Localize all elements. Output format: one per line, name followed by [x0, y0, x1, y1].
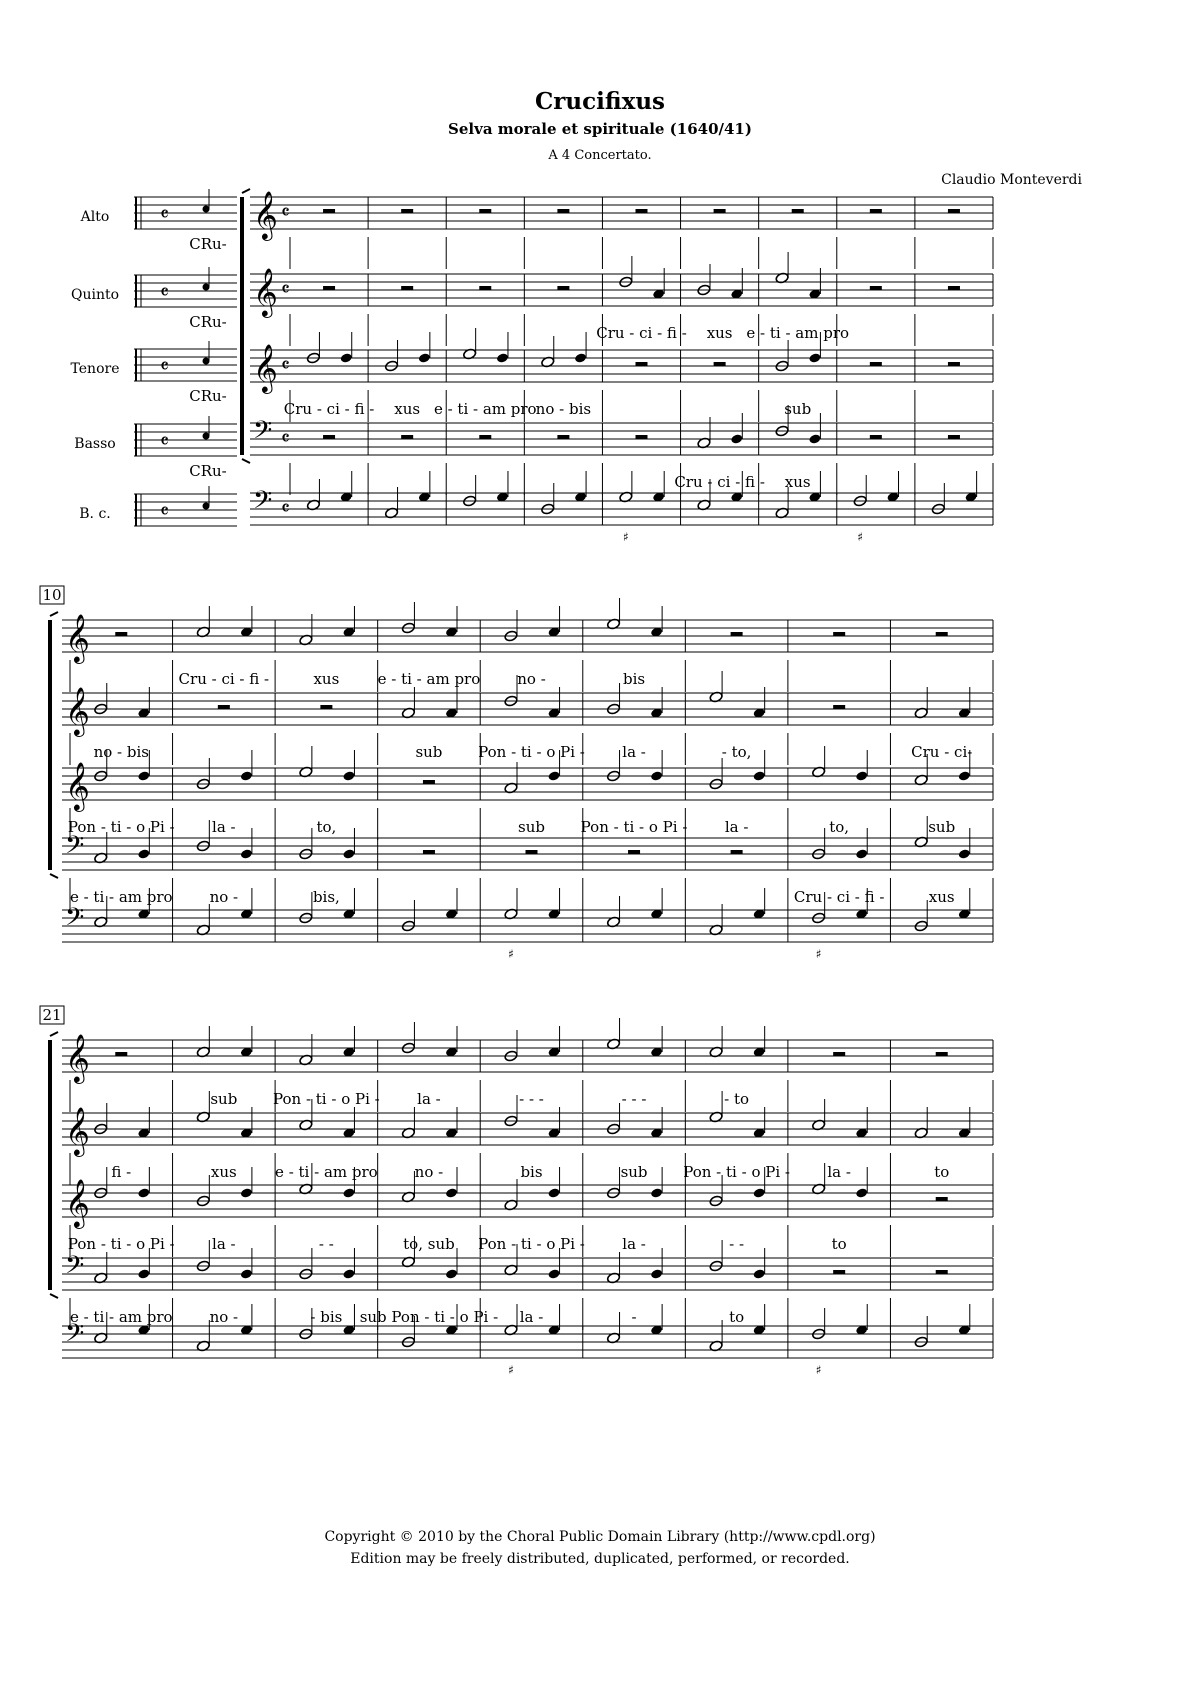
whole-rest	[557, 435, 569, 439]
note-head	[855, 848, 868, 859]
lyric-syllable: no -	[517, 670, 546, 688]
whole-rest	[936, 632, 948, 636]
figured-bass-sharp-icon: ♯	[508, 947, 514, 961]
treble-clef-icon: 𝄞	[65, 686, 90, 735]
lyric-syllable: - -	[729, 1235, 745, 1253]
treble-clef-icon: 𝄞	[253, 190, 278, 239]
note-head	[650, 770, 663, 781]
whole-rest	[870, 209, 882, 213]
note-head	[753, 770, 766, 781]
figured-bass-sharp-icon: ♯	[815, 1363, 822, 1377]
part-name: Basso	[74, 436, 116, 452]
whole-rest	[218, 705, 230, 709]
lyric-syllable: Pon - ti - o Pi -	[580, 818, 688, 836]
whole-rest	[636, 362, 648, 366]
lyric-syllable: Cru - ci - fi -	[793, 888, 885, 906]
whole-rest	[557, 286, 569, 290]
note-head	[808, 433, 821, 444]
whole-rest	[423, 780, 435, 784]
bass-clef-icon: 𝄢	[65, 831, 85, 866]
lyric-syllable: no -	[414, 1163, 444, 1181]
note-head	[240, 1187, 253, 1198]
whole-rest	[714, 362, 726, 366]
treble-clef-icon: 𝄞	[253, 343, 278, 392]
whole-rest	[115, 1052, 127, 1056]
score-subtitle: Selva morale et spirituale (1640/41)	[448, 120, 752, 138]
lyric-syllable: e - ti - am pro	[433, 400, 537, 418]
figured-bass-sharp-icon: ♯	[815, 947, 822, 961]
whole-rest	[936, 1270, 948, 1274]
whole-rest	[936, 1197, 948, 1201]
note-head	[240, 848, 253, 859]
whole-rest	[557, 209, 569, 213]
figured-bass-sharp-icon: ♯	[622, 530, 629, 544]
time-signature-icon: 𝄴	[281, 426, 290, 450]
bass-clef-icon: 𝄢	[253, 416, 273, 451]
part-name: Quinto	[70, 287, 120, 303]
lyric-syllable: la -	[417, 1090, 441, 1108]
note-head	[958, 848, 971, 859]
note-head	[808, 352, 821, 363]
treble-clef-icon: 𝄞	[65, 761, 90, 810]
lyric-syllable: to, sub	[403, 1235, 455, 1253]
lyric-syllable: la -	[622, 1235, 646, 1253]
whole-rest	[320, 705, 332, 709]
whole-rest	[833, 1052, 845, 1056]
incipit-note	[203, 503, 210, 510]
whole-rest	[323, 209, 335, 213]
lyric-syllable: no -	[209, 888, 239, 906]
treble-clef-icon: 𝄞	[65, 1106, 90, 1155]
whole-rest	[636, 209, 648, 213]
license-line: Edition may be freely distributed, duplicated, performed, or recorded.	[350, 1551, 850, 1567]
lyric-syllable: Cru - ci - fi -	[178, 670, 270, 688]
part-name: B. c.	[79, 506, 111, 522]
whole-rest	[833, 705, 845, 709]
whole-rest	[870, 286, 882, 290]
lyric-syllable: to,	[829, 818, 850, 836]
whole-rest	[401, 209, 413, 213]
note-head	[240, 1268, 253, 1279]
note-head	[342, 770, 355, 781]
note-head	[496, 352, 509, 363]
whole-rest	[323, 435, 335, 439]
note-head	[445, 1187, 458, 1198]
whole-rest	[833, 1270, 845, 1274]
note-head	[574, 352, 587, 363]
whole-rest	[833, 632, 845, 636]
lyric-syllable: - - -	[621, 1090, 647, 1108]
whole-rest	[115, 632, 127, 636]
lyric-syllable: xus	[394, 400, 421, 418]
lyric-syllable: Cru - ci - fi -	[596, 324, 687, 342]
system-bracket	[242, 459, 250, 463]
note-head	[855, 770, 868, 781]
treble-clef-icon: 𝄞	[65, 1033, 90, 1082]
note-head	[445, 1268, 458, 1279]
whole-rest	[479, 209, 491, 213]
lyric-syllable: Pon - ti - o Pi -	[683, 1163, 790, 1181]
note-head	[548, 1268, 561, 1279]
note-head	[650, 1268, 663, 1279]
incipit-lyric: CRu-	[189, 387, 227, 405]
whole-rest	[423, 850, 435, 854]
lyric-syllable: xus	[784, 473, 811, 491]
lyric-syllable: sub	[620, 1163, 648, 1181]
lyric-syllable: sub	[415, 743, 443, 761]
lyric-syllable: sub	[928, 818, 956, 836]
whole-rest	[636, 435, 648, 439]
lyric-syllable: to	[934, 1163, 950, 1181]
lyric-syllable: Pon - ti - o Pi -	[273, 1090, 380, 1108]
lyric-syllable: Pon - ti - o Pi -	[67, 1235, 175, 1253]
bass-clef-icon: 𝄢	[65, 903, 85, 938]
incipit-note	[203, 206, 210, 213]
whole-rest	[628, 850, 640, 854]
lyric-syllable: xus	[313, 670, 340, 688]
lyric-syllable: bis,	[312, 888, 340, 906]
lyric-syllable: - to	[724, 1090, 750, 1108]
bass-clef-icon: 𝄢	[65, 1319, 85, 1354]
whole-rest	[714, 209, 726, 213]
lyric-syllable: sub Pon - ti - o Pi -	[359, 1308, 499, 1326]
part-name: Tenore	[70, 361, 120, 377]
treble-clef-icon: 𝄞	[253, 267, 278, 316]
lyric-syllable: - to,	[721, 743, 752, 761]
lyric-syllable: e - ti - am pro	[377, 670, 481, 688]
whole-rest	[731, 850, 743, 854]
time-signature-icon: 𝄴	[281, 277, 290, 301]
whole-rest	[870, 362, 882, 366]
lyric-syllable: la -	[519, 1308, 544, 1326]
lyric-syllable: la -	[724, 818, 749, 836]
lyric-syllable: xus	[706, 324, 733, 342]
whole-rest	[792, 209, 804, 213]
incipit-note	[203, 358, 210, 365]
lyric-syllable: e - ti - am pro	[69, 888, 173, 906]
time-signature-icon: 𝄴	[160, 280, 169, 304]
lyric-syllable: - -	[318, 1235, 334, 1253]
lyric-syllable: la -	[622, 743, 646, 761]
lyric-syllable: e - ti - am pro	[275, 1163, 378, 1181]
score-note: A 4 Concertato.	[548, 148, 652, 163]
lyric-syllable: to	[831, 1235, 847, 1253]
lyric-syllable: xus	[210, 1163, 237, 1181]
lyric-syllable: - bis	[310, 1308, 343, 1326]
note-head	[753, 1187, 766, 1198]
incipit-lyric: CRu-	[189, 313, 227, 331]
lyric-syllable: -	[631, 1308, 637, 1326]
lyric-syllable: la -	[212, 818, 236, 836]
time-signature-icon: 𝄴	[160, 354, 169, 378]
time-signature-icon: 𝄴	[160, 429, 169, 453]
incipit-lyric: CRu-	[189, 235, 227, 253]
note-head	[342, 1268, 355, 1279]
time-signature-icon: 𝄴	[281, 200, 290, 224]
lyric-syllable: no -	[209, 1308, 239, 1326]
note-head	[137, 1268, 150, 1279]
lyric-syllable: la -	[827, 1163, 851, 1181]
whole-rest	[323, 286, 335, 290]
lyric-syllable: bis	[520, 1163, 543, 1181]
whole-rest	[401, 435, 413, 439]
copyright-line: Copyright © 2010 by the Choral Public Domain Library (http://www.cpdl.org)	[324, 1529, 876, 1545]
whole-rest	[526, 850, 538, 854]
treble-clef-icon: 𝄞	[65, 1178, 90, 1227]
note-head	[137, 848, 150, 859]
whole-rest	[870, 435, 882, 439]
note-head	[753, 1268, 766, 1279]
time-signature-icon: 𝄴	[160, 202, 169, 226]
note-head	[240, 770, 253, 781]
time-signature-icon: 𝄴	[281, 353, 290, 377]
whole-rest	[731, 632, 743, 636]
note-head	[418, 352, 431, 363]
incipit-note	[203, 284, 210, 291]
lyric-syllable: Pon - ti - o Pi -	[478, 1235, 585, 1253]
bass-clef-icon: 𝄢	[253, 486, 273, 521]
lyric-syllable: fi -	[111, 1163, 132, 1181]
whole-rest	[948, 362, 960, 366]
lyric-syllable: la -	[212, 1235, 236, 1253]
system-bracket	[50, 612, 58, 616]
note-head	[958, 770, 971, 781]
note-head	[342, 848, 355, 859]
note-head	[548, 770, 561, 781]
system-bracket	[50, 1032, 58, 1036]
note-head	[650, 1187, 663, 1198]
copyright-notice	[0, 1526, 1200, 1570]
lyric-syllable: to,	[316, 818, 337, 836]
whole-rest	[948, 435, 960, 439]
lyric-syllable: Cru - ci - fi -	[283, 400, 375, 418]
system-bracket	[50, 1294, 58, 1298]
note-head	[137, 1187, 150, 1198]
whole-rest	[401, 286, 413, 290]
lyric-syllable: no - bis	[93, 743, 149, 761]
note-head	[137, 770, 150, 781]
treble-clef-icon: 𝄞	[65, 613, 90, 662]
figured-bass-sharp-icon: ♯	[508, 1363, 514, 1377]
measure-number: 10	[42, 586, 62, 604]
note-head	[340, 352, 353, 363]
whole-rest	[936, 1052, 948, 1056]
incipit-lyric: CRu-	[189, 462, 227, 480]
score-title: Crucifixus	[535, 88, 665, 115]
incipit-note	[203, 433, 210, 440]
lyric-syllable: Pon - ti - o Pi -	[478, 743, 585, 761]
lyric-syllable: - - -	[519, 1090, 544, 1108]
lyric-syllable: e - ti - am pro	[746, 324, 850, 342]
time-signature-icon: 𝄴	[160, 499, 169, 523]
composer-name: Claudio Monteverdi	[941, 172, 1082, 188]
note-head	[342, 1187, 355, 1198]
part-name: Alto	[80, 209, 110, 225]
whole-rest	[948, 209, 960, 213]
lyric-syllable: bis	[623, 670, 646, 688]
lyric-syllable: xus	[928, 888, 955, 906]
lyric-syllable: to	[729, 1308, 745, 1326]
lyric-syllable: sub	[518, 818, 545, 836]
whole-rest	[479, 435, 491, 439]
lyric-syllable: Cru - ci-	[911, 743, 973, 761]
note-head	[548, 1187, 561, 1198]
bass-clef-icon: 𝄢	[65, 1251, 85, 1286]
lyric-syllable: sub	[784, 400, 812, 418]
whole-rest	[479, 286, 491, 290]
lyric-syllable: no - bis	[535, 400, 592, 418]
lyric-syllable: Pon - ti - o Pi -	[67, 818, 175, 836]
lyric-syllable: sub	[210, 1090, 238, 1108]
note-head	[730, 433, 743, 444]
lyric-syllable: Cru - ci - fi -	[674, 473, 765, 491]
note-head	[855, 1187, 868, 1198]
whole-rest	[948, 286, 960, 290]
system-bracket	[242, 189, 250, 193]
lyric-syllable: e - ti - am pro	[69, 1308, 173, 1326]
figured-bass-sharp-icon: ♯	[857, 530, 864, 544]
time-signature-icon: 𝄴	[281, 496, 290, 520]
system-bracket	[50, 874, 58, 878]
measure-number: 21	[42, 1006, 62, 1024]
